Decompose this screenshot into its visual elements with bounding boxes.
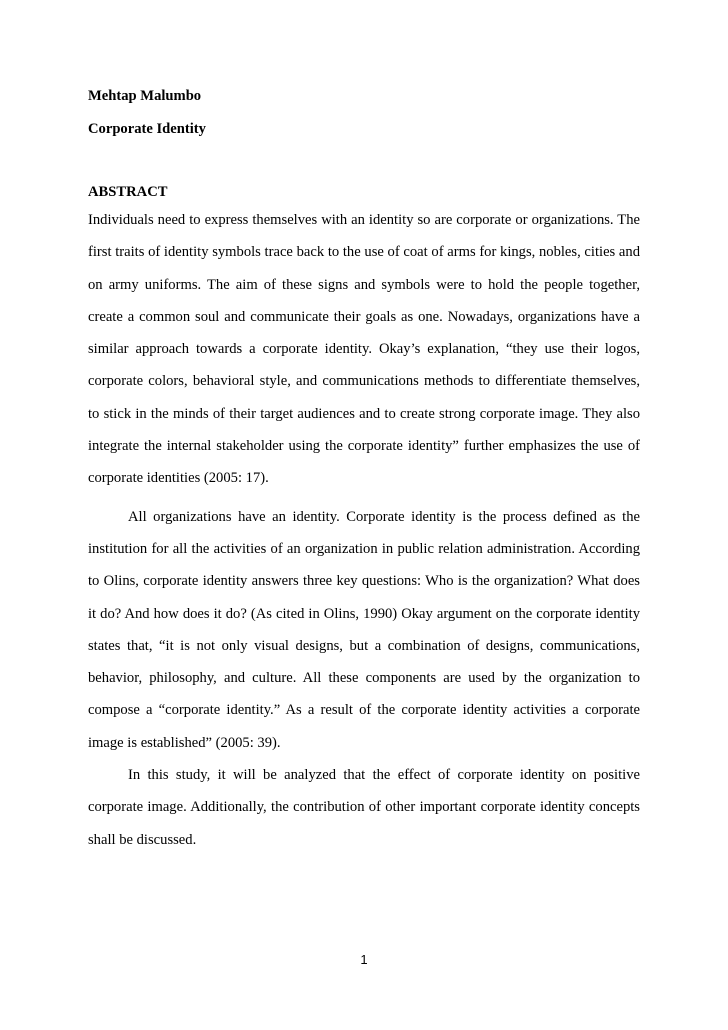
abstract-paragraph-3: In this study, it will be analyzed that the effect of corporate identity on positive corporate image. Additionally, the contribution of other important corporate identity concepts shall be discussed. bbox=[88, 767, 640, 848]
abstract-paragraph-2: All organizations have an identity. Corporate identity is the process defined as the institution for all the activities of an organization in public relation administration. According to Olins, corporate identity answers three key questions: Who is the organization? What does it do? And how does it do? (As cited in Olins, 1990) Okay argument on the corporate identity states that, “it is not only visual designs, but a combination of designs, communications, behavior, philosophy, and culture. All these components are used by the organization to compose a “corporate identity.” As a result of the corporate identity activities a corporate image is established” (2005: 39). bbox=[88, 508, 640, 751]
abstract-heading: ABSTRACT bbox=[88, 184, 168, 200]
document-title: Corporate Identity bbox=[88, 121, 206, 137]
document-body bbox=[88, 86, 640, 856]
abstract-paragraph-1: Individuals need to express themselves with an identity so are corporate or organizations. The first traits of identity symbols trace back to the use of coat of arms for kings, nobles, cities and on army uniforms. The aim of these signs and symbols were to hold the people together, create a common soul and communicate their goals as one. Nowadays, organizations have a similar approach towards a corporate identity. Okay’s explanation, “they use their logos, corporate colors, behavioral style, and communications methods to differentiate themselves, to stick in the minds of their target audiences and to create strong corporate image. They also integrate the internal stakeholder using the corporate identity” further emphasizes the use of corporate identities (2005: 17). bbox=[88, 212, 640, 487]
author-name: Mehtap Malumbo bbox=[88, 88, 202, 104]
page-number: 1 bbox=[360, 952, 368, 967]
